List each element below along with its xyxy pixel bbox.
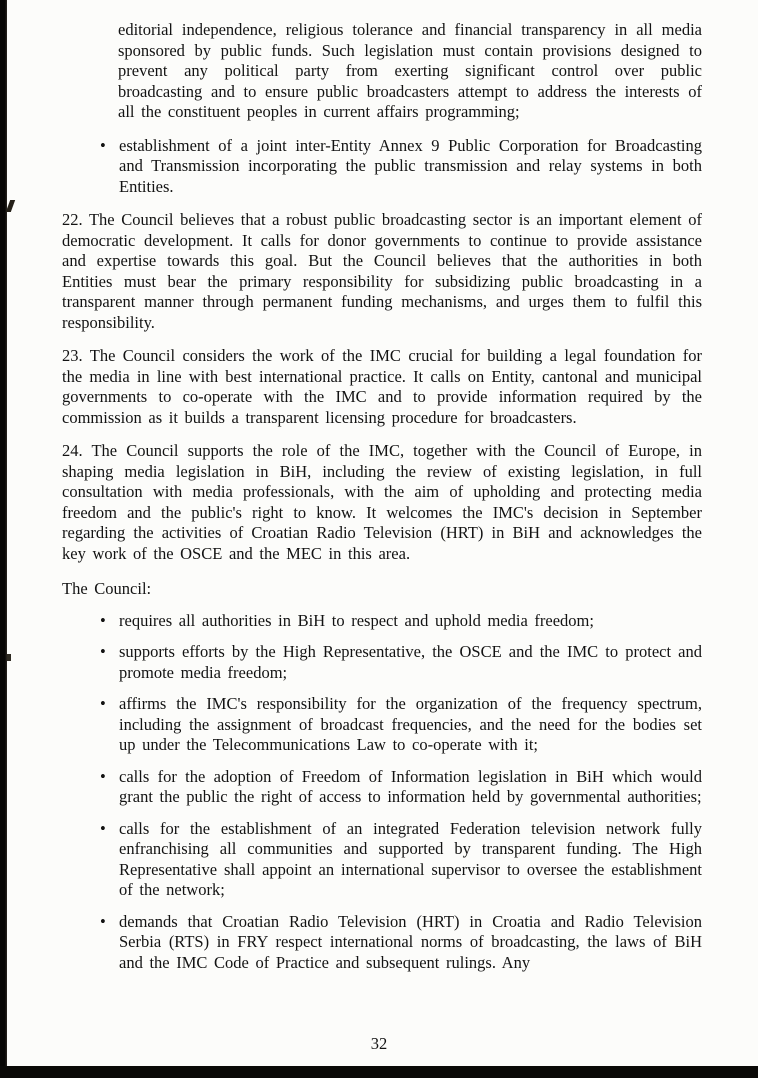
list-item-text: supports efforts by the High Representative, the OSCE and the IMC to protect and promote media freedom;	[119, 642, 702, 682]
list-item	[100, 767, 702, 808]
bullet-icon: •	[100, 135, 106, 155]
scan-edge-left	[0, 0, 7, 1078]
paragraph-number: 23.	[62, 346, 83, 365]
list-item	[100, 912, 702, 974]
paragraph-number: 24.	[62, 441, 83, 460]
paragraph-24	[62, 441, 702, 564]
bullet-icon: •	[100, 818, 106, 838]
list-item-text: calls for the adoption of Freedom of Information legislation in BiH which would grant the public the right of access to information held by governmental authorities;	[119, 766, 702, 806]
list-item-text: calls for the establishment of an integrated Federation television network fully enfranchising all communities and supported by transparent funding. The High Representative shall appoint an international supervisor to oversee the establishment of the network;	[119, 818, 702, 899]
bullet-icon: •	[100, 610, 106, 630]
paragraph-text: The Council believes that a robust public broadcasting sector is an important element of democratic development. It calls for donor governments to continue to provide assistance and expertise towards this goal. But the Council believes that the authorities in both Entities must bear the primary responsibility for subsidizing public broadcasting in a transparent manner through permanent funding mechanisms, and urges them to fulfil this responsibility.	[62, 210, 702, 332]
page-content	[62, 20, 702, 973]
list-item-text: establishment of a joint inter-Entity Annex 9 Public Corporation for Broadcasting and Transmission incorporating the public transmission and relay systems in both Entities.	[119, 135, 702, 196]
continuation-paragraph: editorial independence, religious tolerance and financial transparency in all media sponsored by public funds. Such legislation must contain provisions designed to prevent any political party from exerting significant control over public broadcasting and to ensure public broadcasters attempt to address the interests of all the constituent peoples in current affairs programming;	[118, 20, 702, 121]
list-item-text: affirms the IMC's responsibility for the organization of the frequency spectrum, including the assignment of broadcast frequencies, and the need for the bodies set up under the Telecommunications Law to co-operate with it;	[119, 694, 702, 754]
list-item	[100, 136, 702, 198]
scan-edge-bottom	[0, 1066, 758, 1078]
list-item-text: requires all authorities in BiH to respect and uphold media freedom;	[119, 610, 594, 630]
council-list	[62, 611, 702, 974]
paragraph-text: The Council supports the role of the IMC, together with the Council of Europe, in shaping media legislation in BiH, including the review of existing legislation, in full consultation with media professionals, with the aim of upholding and protecting media freedom and the public's right to know. It welcomes the IMC's decision in September regarding the activities of Croatian Radio Television (HRT) in BiH and acknowledges the key work of the OSCE and the MEC in this area.	[62, 441, 703, 563]
bullet-icon: •	[100, 694, 106, 713]
scan-artifact	[6, 200, 15, 212]
paragraph-23	[62, 346, 702, 428]
bullet-icon: •	[100, 911, 106, 931]
list-item	[100, 819, 702, 901]
list-item	[100, 694, 702, 756]
paragraph-22	[62, 210, 702, 333]
paragraph-number: 22.	[62, 210, 83, 229]
bullet-icon: •	[100, 766, 106, 786]
scan-artifact	[7, 654, 11, 661]
page-number: 32	[370, 1034, 388, 1053]
bullet-icon: •	[100, 642, 106, 661]
council-heading: The Council:	[62, 579, 152, 598]
list-item-text: demands that Croatian Radio Television (HRT) in Croatia and Radio Television Serbia (RTS) in FRY respect international norms of broadcasting, the laws of BiH and the IMC Code of Practice and subsequent rulings. Any	[119, 911, 702, 972]
list-item	[100, 611, 702, 632]
paragraph-text: The Council considers the work of the IMC crucial for building a legal foundation for the media in line with best international practice. It calls on Entity, cantonal and municipal governments to co-operate with the IMC and to provide information required by the commission as it builds a transparent licensing procedure for broadcasters.	[62, 346, 702, 427]
list-item	[100, 642, 702, 683]
